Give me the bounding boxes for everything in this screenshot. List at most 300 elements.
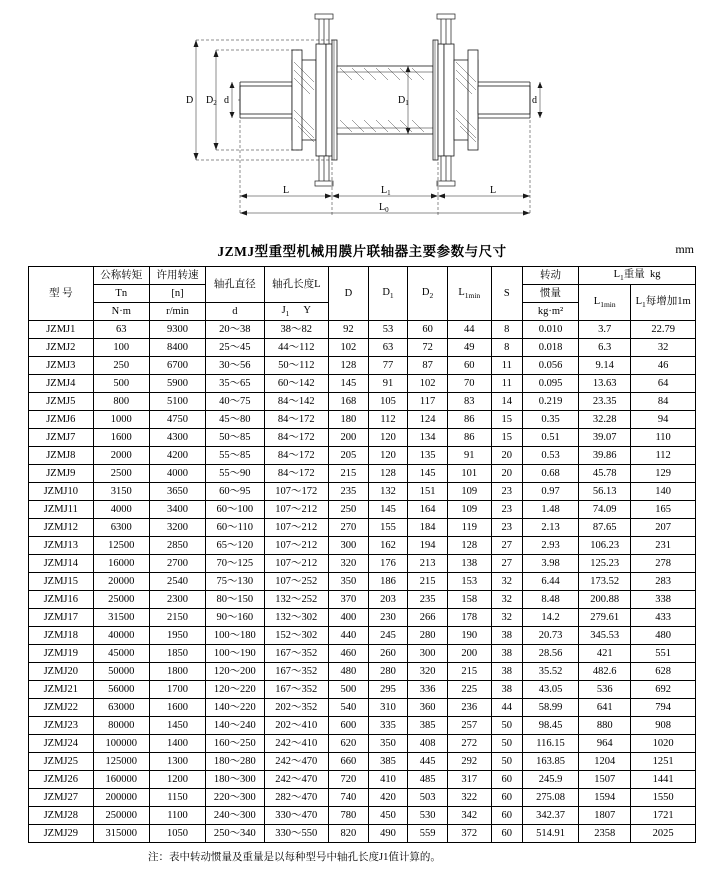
- table-row: [29, 663, 696, 681]
- cell-tn: 200000: [93, 789, 149, 807]
- cell-inertia: 0.97: [522, 483, 578, 501]
- cell-w1: 1594: [579, 789, 631, 807]
- cell-w1: 345.53: [579, 627, 631, 645]
- cell-S: 38: [491, 681, 522, 699]
- cell-L1min: 372: [447, 825, 491, 843]
- cell-L1min: 153: [447, 573, 491, 591]
- cell-D2: 336: [408, 681, 448, 699]
- coupling-technical-drawing: [0, 0, 724, 240]
- cell-D: 660: [329, 753, 369, 771]
- cell-L1min: 225: [447, 681, 491, 699]
- cell-S: 38: [491, 645, 522, 663]
- cell-D2: 360: [408, 699, 448, 717]
- cell-n: 1850: [149, 645, 205, 663]
- cell-tn: 160000: [93, 771, 149, 789]
- cell-D: 235: [329, 483, 369, 501]
- table-row: [29, 393, 696, 411]
- cell-inertia: 58.99: [522, 699, 578, 717]
- cell-tn: 2500: [93, 465, 149, 483]
- cell-L: 167～352: [264, 663, 329, 681]
- cell-S: 8: [491, 339, 522, 357]
- cell-D2: 280: [408, 627, 448, 645]
- cell-D2: 87: [408, 357, 448, 375]
- spec-table-wrap: [0, 266, 724, 864]
- cell-D: 180: [329, 411, 369, 429]
- cell-w1: 23.35: [579, 393, 631, 411]
- cell-D1: 245: [368, 627, 408, 645]
- cell-D: 215: [329, 465, 369, 483]
- cell-n: 1700: [149, 681, 205, 699]
- cell-L1min: 109: [447, 483, 491, 501]
- cell-model: JZMJ21: [29, 681, 94, 699]
- cell-w2: 551: [631, 645, 696, 663]
- table-header-row-1: [29, 267, 696, 285]
- cell-inertia: 1.48: [522, 501, 578, 519]
- th-inertia-2: 惯量: [522, 285, 578, 303]
- table-row: [29, 321, 696, 339]
- table-row: [29, 465, 696, 483]
- cell-D1: 385: [368, 753, 408, 771]
- table-note: 注：表中转动惯量及重量是以每种型号中轴孔长度J1值计算的。: [148, 852, 441, 863]
- cell-D2: 134: [408, 429, 448, 447]
- cell-L: 202～410: [264, 717, 329, 735]
- cell-L: 50～112: [264, 357, 329, 375]
- cell-n: 1800: [149, 663, 205, 681]
- cell-d: 240～300: [206, 807, 264, 825]
- cell-tn: 12500: [93, 537, 149, 555]
- cell-w2: 207: [631, 519, 696, 537]
- cell-L1min: 83: [447, 393, 491, 411]
- cell-L: 167～352: [264, 681, 329, 699]
- cell-S: 20: [491, 447, 522, 465]
- cell-D1: 310: [368, 699, 408, 717]
- table-row: [29, 339, 696, 357]
- cell-inertia: 14.2: [522, 609, 578, 627]
- cell-n: 5100: [149, 393, 205, 411]
- cell-D2: 385: [408, 717, 448, 735]
- cell-w2: 110: [631, 429, 696, 447]
- cell-D2: 530: [408, 807, 448, 825]
- cell-d: 60～110: [206, 519, 264, 537]
- cell-L1min: 342: [447, 807, 491, 825]
- cell-model: JZMJ23: [29, 717, 94, 735]
- cell-D2: 320: [408, 663, 448, 681]
- table-row: [29, 789, 696, 807]
- cell-d: 55～90: [206, 465, 264, 483]
- cell-L1min: 70: [447, 375, 491, 393]
- cell-model: JZMJ22: [29, 699, 94, 717]
- cell-model: JZMJ27: [29, 789, 94, 807]
- table-row: [29, 537, 696, 555]
- cell-D2: 215: [408, 573, 448, 591]
- table-row: [29, 591, 696, 609]
- cell-d: 35～65: [206, 375, 264, 393]
- cell-tn: 40000: [93, 627, 149, 645]
- cell-w2: 112: [631, 447, 696, 465]
- cell-d: 100～190: [206, 645, 264, 663]
- cell-L: 330～470: [264, 807, 329, 825]
- dim-label-L-right: L: [490, 185, 497, 196]
- th-bore-len-sub: [264, 303, 329, 321]
- cell-d: 100～180: [206, 627, 264, 645]
- cell-d: 140～220: [206, 699, 264, 717]
- cell-S: 20: [491, 465, 522, 483]
- cell-w1: 964: [579, 735, 631, 753]
- cell-S: 11: [491, 357, 522, 375]
- spec-table: [28, 266, 696, 843]
- cell-D1: 91: [368, 375, 408, 393]
- cell-S: 50: [491, 753, 522, 771]
- cell-S: 11: [491, 375, 522, 393]
- cell-inertia: 116.15: [522, 735, 578, 753]
- cell-S: 32: [491, 609, 522, 627]
- cell-tn: 45000: [93, 645, 149, 663]
- cell-w2: 64: [631, 375, 696, 393]
- cell-tn: 20000: [93, 573, 149, 591]
- cell-n: 1150: [149, 789, 205, 807]
- cell-w2: 32: [631, 339, 696, 357]
- cell-D: 620: [329, 735, 369, 753]
- cell-D2: 235: [408, 591, 448, 609]
- cell-L: 107～212: [264, 519, 329, 537]
- cell-w2: 140: [631, 483, 696, 501]
- cell-D1: 230: [368, 609, 408, 627]
- cell-model: JZMJ16: [29, 591, 94, 609]
- cell-w1: 421: [579, 645, 631, 663]
- cell-w2: 1020: [631, 735, 696, 753]
- cell-n: 6700: [149, 357, 205, 375]
- cell-S: 27: [491, 555, 522, 573]
- cell-D1: 77: [368, 357, 408, 375]
- cell-L1min: 91: [447, 447, 491, 465]
- cell-inertia: 35.52: [522, 663, 578, 681]
- th-torque-3: N·m: [93, 303, 149, 321]
- table-row: [29, 519, 696, 537]
- cell-D2: 145: [408, 465, 448, 483]
- cell-model: JZMJ25: [29, 753, 94, 771]
- cell-L1min: 86: [447, 429, 491, 447]
- dim-label-d-left: d: [224, 95, 229, 106]
- cell-d: 40～75: [206, 393, 264, 411]
- dim-label-D: D: [186, 95, 194, 106]
- cell-inertia: 275.08: [522, 789, 578, 807]
- cell-S: 50: [491, 717, 522, 735]
- cell-L: 242～470: [264, 753, 329, 771]
- cell-L1min: 178: [447, 609, 491, 627]
- cell-inertia: 0.68: [522, 465, 578, 483]
- cell-w2: 2025: [631, 825, 696, 843]
- cell-D: 460: [329, 645, 369, 663]
- cell-n: 2150: [149, 609, 205, 627]
- cell-inertia: 0.51: [522, 429, 578, 447]
- cell-D2: 503: [408, 789, 448, 807]
- th-D1: $D_1$: [368, 267, 408, 321]
- cell-tn: 315000: [93, 825, 149, 843]
- cell-inertia: 20.73: [522, 627, 578, 645]
- cell-L: 38～82: [264, 321, 329, 339]
- cell-D: 92: [329, 321, 369, 339]
- cell-n: 9300: [149, 321, 205, 339]
- cell-inertia: 342.37: [522, 807, 578, 825]
- cell-d: 180～300: [206, 771, 264, 789]
- cell-w2: 22.79: [631, 321, 696, 339]
- cell-L: 167～352: [264, 645, 329, 663]
- cell-inertia: 0.018: [522, 339, 578, 357]
- cell-n: 1300: [149, 753, 205, 771]
- cell-n: 3400: [149, 501, 205, 519]
- cell-D2: 102: [408, 375, 448, 393]
- cell-S: 60: [491, 825, 522, 843]
- cell-D1: 490: [368, 825, 408, 843]
- cell-D1: 350: [368, 735, 408, 753]
- dim-label-L0: $L_0$: [379, 202, 389, 214]
- cell-w1: 56.13: [579, 483, 631, 501]
- cell-L1min: 322: [447, 789, 491, 807]
- cell-L1min: 200: [447, 645, 491, 663]
- cell-inertia: 0.219: [522, 393, 578, 411]
- table-row: [29, 483, 696, 501]
- cell-tn: 31500: [93, 609, 149, 627]
- cell-L: 107～212: [264, 537, 329, 555]
- cell-L1min: 272: [447, 735, 491, 753]
- cell-D2: 485: [408, 771, 448, 789]
- th-torque-1: 公称转矩: [93, 267, 149, 285]
- cell-w2: 129: [631, 465, 696, 483]
- cell-L: 84～142: [264, 393, 329, 411]
- cell-L1min: 86: [447, 411, 491, 429]
- cell-d: 60～100: [206, 501, 264, 519]
- cell-w2: 46: [631, 357, 696, 375]
- cell-w1: 32.28: [579, 411, 631, 429]
- cell-model: JZMJ2: [29, 339, 94, 357]
- cell-w2: 231: [631, 537, 696, 555]
- cell-w2: 1441: [631, 771, 696, 789]
- cell-D: 400: [329, 609, 369, 627]
- cell-D2: 164: [408, 501, 448, 519]
- cell-L: 242～410: [264, 735, 329, 753]
- cell-D: 740: [329, 789, 369, 807]
- cell-S: 15: [491, 429, 522, 447]
- cell-D: 600: [329, 717, 369, 735]
- cell-inertia: 2.93: [522, 537, 578, 555]
- cell-D1: 53: [368, 321, 408, 339]
- table-row: [29, 735, 696, 753]
- cell-L: 107～172: [264, 483, 329, 501]
- cell-w2: 165: [631, 501, 696, 519]
- cell-model: JZMJ7: [29, 429, 94, 447]
- cell-n: 2700: [149, 555, 205, 573]
- cell-w1: 641: [579, 699, 631, 717]
- cell-w2: 1550: [631, 789, 696, 807]
- cell-w2: 692: [631, 681, 696, 699]
- cell-D1: 105: [368, 393, 408, 411]
- cell-n: 4000: [149, 465, 205, 483]
- cell-L: 282～470: [264, 789, 329, 807]
- cell-tn: 1600: [93, 429, 149, 447]
- cell-w1: 39.86: [579, 447, 631, 465]
- cell-L: 132～252: [264, 591, 329, 609]
- cell-model: JZMJ5: [29, 393, 94, 411]
- cell-D2: 124: [408, 411, 448, 429]
- cell-model: JZMJ24: [29, 735, 94, 753]
- cell-tn: 100000: [93, 735, 149, 753]
- cell-n: 3200: [149, 519, 205, 537]
- cell-w1: 880: [579, 717, 631, 735]
- cell-L1min: 49: [447, 339, 491, 357]
- cell-L: 84～172: [264, 447, 329, 465]
- cell-D2: 72: [408, 339, 448, 357]
- cell-D1: 260: [368, 645, 408, 663]
- cell-L1min: 44: [447, 321, 491, 339]
- cell-D2: 135: [408, 447, 448, 465]
- cell-model: JZMJ17: [29, 609, 94, 627]
- cell-L: 84～172: [264, 411, 329, 429]
- cell-L1min: 215: [447, 663, 491, 681]
- spec-table-body: [29, 321, 696, 843]
- cell-D: 540: [329, 699, 369, 717]
- cell-w1: 1204: [579, 753, 631, 771]
- cell-D: 168: [329, 393, 369, 411]
- cell-n: 1950: [149, 627, 205, 645]
- th-weight-per-m: $L_1$每增加1m: [631, 285, 696, 321]
- cell-model: JZMJ13: [29, 537, 94, 555]
- cell-model: JZMJ18: [29, 627, 94, 645]
- cell-d: 80～150: [206, 591, 264, 609]
- th-inertia-1: 转动: [522, 267, 578, 285]
- cell-n: 2300: [149, 591, 205, 609]
- cell-inertia: 2.13: [522, 519, 578, 537]
- cell-w1: 1507: [579, 771, 631, 789]
- cell-d: 75～130: [206, 573, 264, 591]
- cell-D2: 194: [408, 537, 448, 555]
- cell-tn: 25000: [93, 591, 149, 609]
- cell-d: 120～220: [206, 681, 264, 699]
- cell-tn: 125000: [93, 753, 149, 771]
- cell-d: 60～95: [206, 483, 264, 501]
- page-title: JZMJ型重型机械用膜片联轴器主要参数与尺寸: [217, 244, 507, 259]
- cell-S: 15: [491, 411, 522, 429]
- cell-S: 14: [491, 393, 522, 411]
- cell-inertia: 43.05: [522, 681, 578, 699]
- cell-D1: 132: [368, 483, 408, 501]
- cell-D: 320: [329, 555, 369, 573]
- cell-model: JZMJ10: [29, 483, 94, 501]
- cell-w2: 94: [631, 411, 696, 429]
- cell-L1min: 60: [447, 357, 491, 375]
- th-speed-3: r/min: [149, 303, 205, 321]
- cell-d: 140～240: [206, 717, 264, 735]
- cell-d: 65～120: [206, 537, 264, 555]
- cell-n: 1450: [149, 717, 205, 735]
- cell-inertia: 6.44: [522, 573, 578, 591]
- cell-d: 180～280: [206, 753, 264, 771]
- cell-D2: 445: [408, 753, 448, 771]
- cell-w2: 908: [631, 717, 696, 735]
- cell-w1: 173.52: [579, 573, 631, 591]
- cell-S: 60: [491, 807, 522, 825]
- dim-label-D2: $D_2$: [206, 95, 217, 107]
- cell-D1: 335: [368, 717, 408, 735]
- cell-tn: 100: [93, 339, 149, 357]
- cell-w2: 338: [631, 591, 696, 609]
- cell-w1: 279.61: [579, 609, 631, 627]
- cell-n: 4300: [149, 429, 205, 447]
- cell-tn: 80000: [93, 717, 149, 735]
- cell-w1: 536: [579, 681, 631, 699]
- table-row: [29, 411, 696, 429]
- cell-D1: 410: [368, 771, 408, 789]
- cell-tn: 500: [93, 375, 149, 393]
- table-row: [29, 681, 696, 699]
- cell-w2: 283: [631, 573, 696, 591]
- cell-n: 4750: [149, 411, 205, 429]
- cell-D: 145: [329, 375, 369, 393]
- cell-D2: 60: [408, 321, 448, 339]
- table-row: [29, 807, 696, 825]
- cell-S: 60: [491, 789, 522, 807]
- cell-inertia: 0.095: [522, 375, 578, 393]
- th-S: S: [491, 267, 522, 321]
- cell-model: JZMJ8: [29, 447, 94, 465]
- cell-tn: 2000: [93, 447, 149, 465]
- cell-D1: 162: [368, 537, 408, 555]
- cell-D: 200: [329, 429, 369, 447]
- cell-model: JZMJ14: [29, 555, 94, 573]
- cell-w1: 74.09: [579, 501, 631, 519]
- cell-D1: 420: [368, 789, 408, 807]
- cell-D1: 280: [368, 663, 408, 681]
- th-speed-1: 许用转速: [149, 267, 205, 285]
- cell-w1: 200.88: [579, 591, 631, 609]
- cell-model: JZMJ28: [29, 807, 94, 825]
- table-row: [29, 771, 696, 789]
- cell-S: 27: [491, 537, 522, 555]
- cell-S: 44: [491, 699, 522, 717]
- cell-w1: 39.07: [579, 429, 631, 447]
- cell-model: JZMJ15: [29, 573, 94, 591]
- cell-d: 70～125: [206, 555, 264, 573]
- cell-n: 1600: [149, 699, 205, 717]
- cell-L1min: 119: [447, 519, 491, 537]
- table-row: [29, 357, 696, 375]
- th-weight-group: $L_1$重量 kg: [579, 267, 696, 285]
- cell-w1: 1807: [579, 807, 631, 825]
- cell-D1: 203: [368, 591, 408, 609]
- cell-D1: 155: [368, 519, 408, 537]
- cell-n: 1200: [149, 771, 205, 789]
- cell-w2: 433: [631, 609, 696, 627]
- cell-tn: 63: [93, 321, 149, 339]
- cell-D2: 408: [408, 735, 448, 753]
- cell-inertia: 0.35: [522, 411, 578, 429]
- cell-L1min: 128: [447, 537, 491, 555]
- cell-D2: 559: [408, 825, 448, 843]
- cell-n: 5900: [149, 375, 205, 393]
- cell-d: 20～38: [206, 321, 264, 339]
- cell-D2: 117: [408, 393, 448, 411]
- dim-label-L-left: L: [283, 185, 290, 196]
- cell-D2: 151: [408, 483, 448, 501]
- cell-tn: 63000: [93, 699, 149, 717]
- cell-L: 84～172: [264, 429, 329, 447]
- cell-L: 202～352: [264, 699, 329, 717]
- cell-L: 330～550: [264, 825, 329, 843]
- cell-S: 8: [491, 321, 522, 339]
- cell-w2: 794: [631, 699, 696, 717]
- cell-S: 23: [491, 483, 522, 501]
- th-bore-dia-sub: d: [206, 303, 264, 321]
- cell-inertia: 28.56: [522, 645, 578, 663]
